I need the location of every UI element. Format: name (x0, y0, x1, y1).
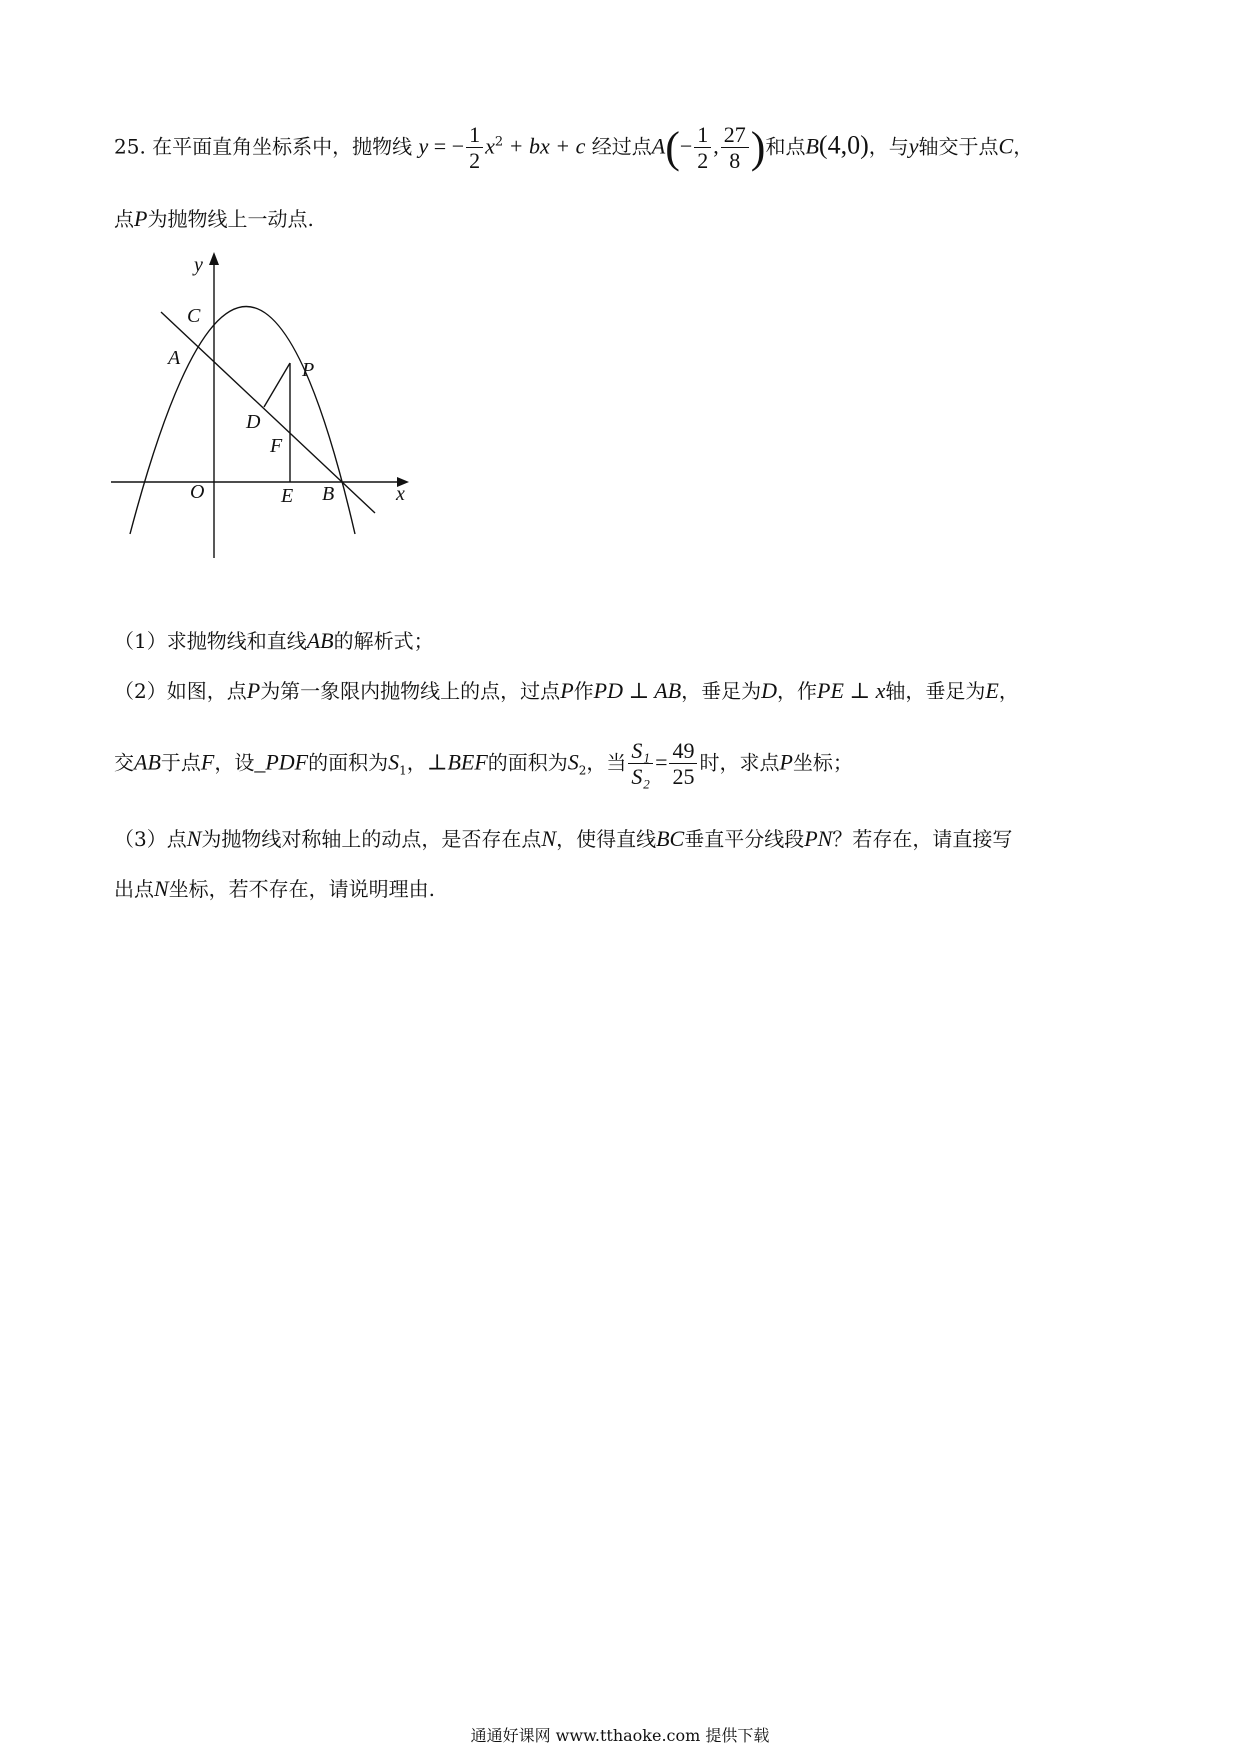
part-2-line-2 (114, 738, 853, 790)
intro-text-f: ， (1013, 134, 1034, 159)
part2-E: E (985, 678, 999, 703)
label-x: x (396, 483, 405, 505)
part2-ratio-num: S₁ (628, 738, 653, 764)
eq-fraction (466, 122, 483, 174)
part2-AB: AB (134, 749, 161, 775)
part2-t2: 为第一象限内抛物线上的点，过点 (260, 679, 561, 703)
part3-BC: BC (656, 826, 685, 851)
part2-S1: S (388, 749, 400, 775)
part2-S2-sub: 2 (578, 763, 587, 778)
part2-l2-a: 交 (114, 750, 134, 775)
part2-t1: 如图，点 (166, 679, 247, 703)
part2-D: D (761, 678, 778, 703)
eq-y: y (418, 133, 429, 159)
A-x-num: 1 (694, 122, 711, 148)
parabola-figure (100, 245, 420, 565)
part2-l2-b: 于点 (160, 750, 201, 775)
part2-S1-sub: 1 (399, 763, 407, 778)
part3-t2: 为抛物线对称轴上的动点，是否存在点 (201, 827, 542, 851)
A-x-den: 2 (697, 148, 709, 174)
part2-F: F (200, 749, 215, 775)
part2-triangle-PDF: _PDF (254, 749, 309, 775)
intro-text-e: 轴交于点 (918, 134, 999, 159)
segment-PD (264, 363, 290, 407)
part-1 (114, 630, 434, 652)
part2-P2: P (560, 678, 574, 703)
problem-line-2 (114, 208, 314, 230)
part3-N1: N (186, 826, 202, 851)
part-3-line-2 (114, 878, 435, 900)
part3-l2-b: 坐标，若不存在，请说明理由. (168, 877, 436, 901)
line2-text-b: 为抛物线上一动点. (147, 207, 314, 231)
paren-open: ( (665, 122, 680, 172)
part2-triangle-BEF: ⊥BEF (426, 749, 488, 775)
part3-t4: 垂直平分线段 (684, 827, 805, 851)
intro-text-b: 经过点 (591, 134, 652, 159)
label-A: A (168, 347, 181, 369)
eq-equals: = − (428, 133, 465, 159)
point-A-label: A (651, 133, 666, 159)
line2-text-a: 点 (114, 207, 134, 231)
part3-N2: N (541, 826, 557, 851)
page-footer: 通通好课网 www.tthaoke.com 提供下载 (470, 1726, 770, 1745)
part3-PN: PN (804, 826, 833, 851)
label-y: y (194, 254, 203, 276)
eq-frac-num: 1 (466, 122, 483, 148)
part2-P1: P (246, 678, 261, 703)
A-y-den: 8 (729, 148, 741, 174)
eq-x: x (485, 133, 495, 159)
part1-AB: AB (306, 628, 334, 653)
part3-t3: ，使得直线 (556, 827, 657, 851)
paren-close: ) (750, 122, 766, 172)
problem-number: 25. (114, 134, 146, 159)
point-B-label: B (805, 133, 819, 159)
part3-t5: ？若存在，请直接写 (832, 827, 1013, 851)
part2-value-fraction (669, 738, 697, 790)
part1-text-b: 的解析式； (333, 629, 434, 653)
intro-text: 在平面直角坐标系中，抛物线 (152, 134, 413, 159)
part2-t7: ， (998, 679, 1019, 703)
part2-l2-f: 的面积为 (487, 750, 568, 775)
part2-val-den: 25 (672, 764, 695, 790)
part2-l2-h: 时，求点 (699, 750, 780, 775)
part2-t3: 作 (573, 679, 594, 703)
label-D: D (246, 411, 261, 433)
label-F: F (270, 435, 283, 457)
label-O: O (190, 481, 205, 503)
A-y-num: 27 (721, 122, 749, 148)
B-coords: (4,0) (818, 130, 869, 160)
part1-number: （1） (114, 629, 167, 653)
eq-square: 2 (494, 134, 504, 150)
part2-l2-i: 坐标； (792, 750, 853, 775)
label-E: E (281, 485, 294, 507)
label-P: P (302, 359, 315, 381)
part1-text-a: 求抛物线和直线 (166, 629, 307, 653)
part2-PE-perp-x: PE ⊥ x (817, 678, 886, 703)
part-3-line-1 (114, 828, 1012, 850)
part3-t1: 点 (166, 827, 187, 851)
part2-l2-g: ，当 (586, 750, 627, 775)
A-y-fraction (721, 122, 749, 174)
A-x-fraction (694, 122, 711, 174)
intro-text-c: 和点 (765, 134, 806, 159)
part2-S2: S (567, 749, 579, 775)
part2-l2-e: ， (406, 750, 427, 775)
part3-number: （3） (114, 827, 167, 851)
y-axis-var: y (908, 133, 919, 159)
A-x-sign: − (679, 133, 693, 159)
y-axis-arrow (209, 252, 219, 265)
eq-tail: + bx + c (503, 133, 586, 159)
eq-frac-den: 2 (469, 148, 481, 174)
part2-ratio-den: S₂ (631, 764, 651, 790)
part2-val-num: 49 (669, 738, 697, 764)
part2-P3: P (779, 749, 793, 775)
part2-number: （2） (114, 679, 167, 703)
problem-line-1 (114, 122, 1033, 174)
label-B: B (322, 483, 335, 505)
intro-text-d: ，与 (868, 134, 909, 159)
part2-ratio-fraction (628, 738, 653, 790)
point-C-label: C (998, 133, 1014, 159)
point-P-label: P (134, 206, 148, 231)
part-2-line-1 (114, 680, 1019, 702)
part2-t4: ，垂足为 (681, 679, 762, 703)
part3-N3: N (154, 876, 169, 901)
part2-PD-perp-AB: PD ⊥ AB (593, 678, 682, 703)
part2-l2-c: ，设 (214, 750, 255, 775)
part3-l2-a: 出点 (114, 877, 154, 901)
label-C: C (187, 305, 201, 327)
part2-ratio-eq: = (655, 749, 668, 775)
part2-t5: ，作 (777, 679, 818, 703)
part2-l2-d: 的面积为 (308, 750, 389, 775)
A-comma: , (713, 133, 719, 159)
part2-t6: 轴，垂足为 (885, 679, 986, 703)
